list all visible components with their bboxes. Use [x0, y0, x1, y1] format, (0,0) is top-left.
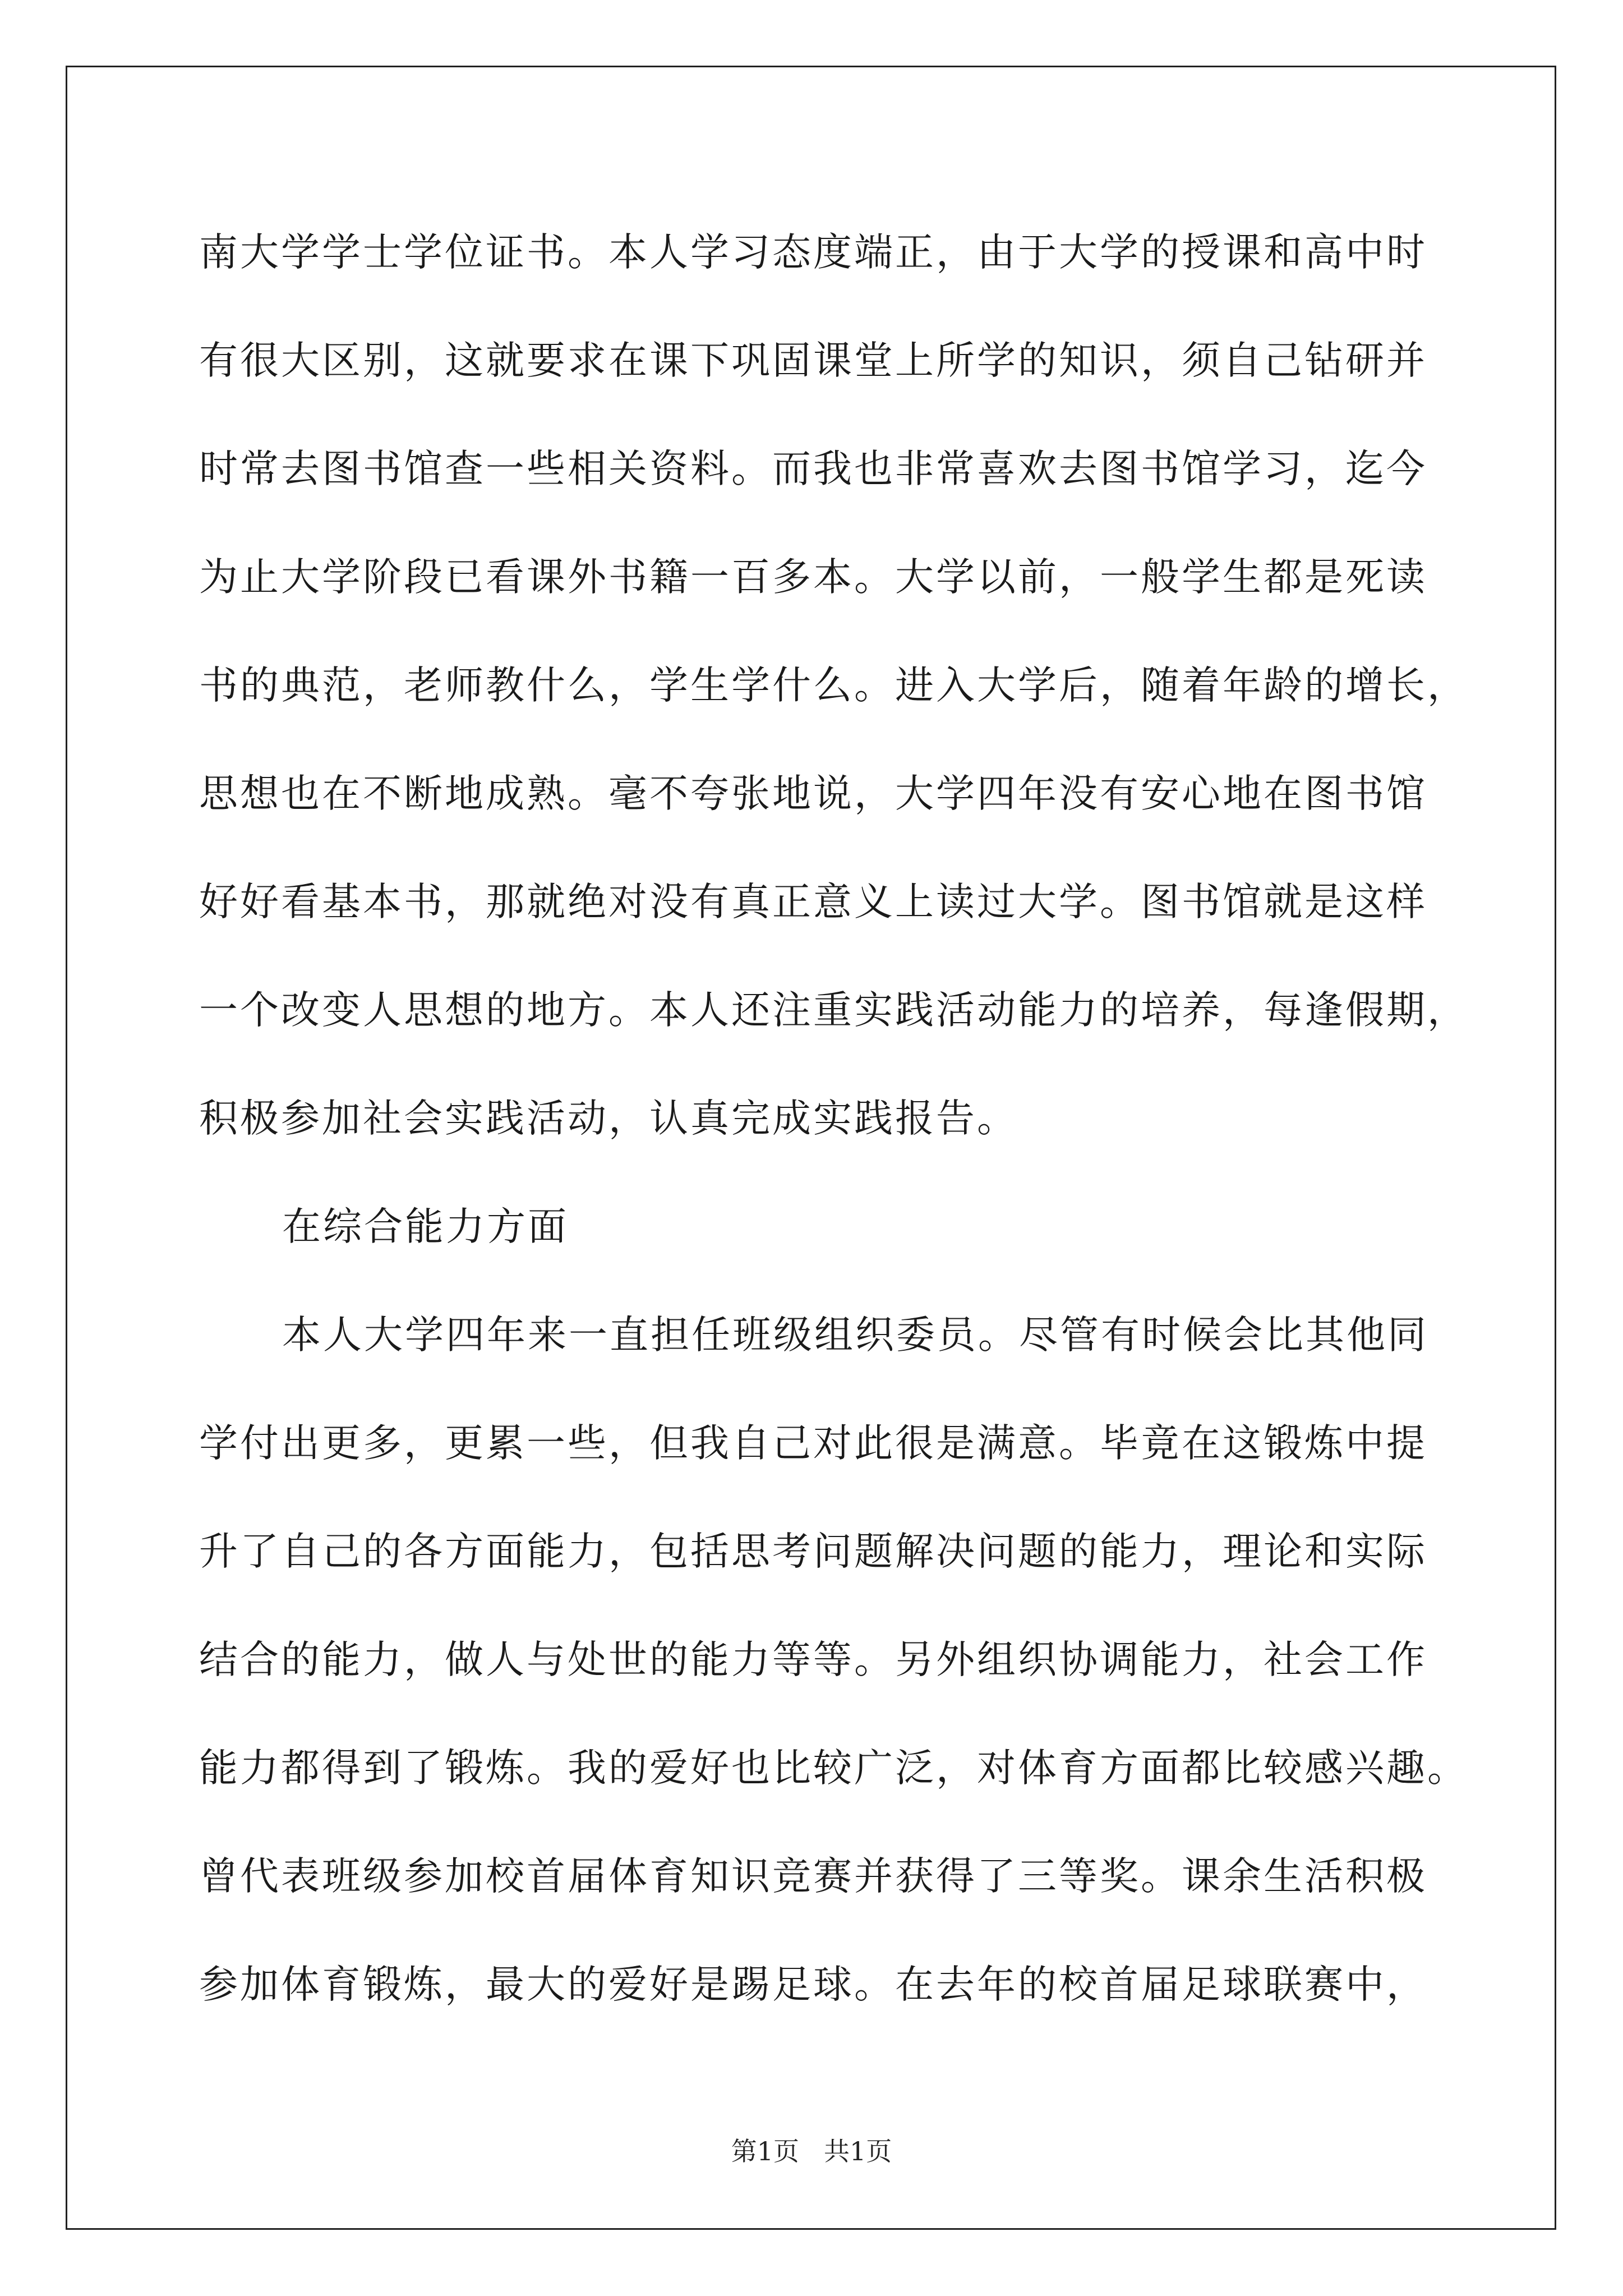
text-line: 时常去图书馆查一些相关资料。而我也非常喜欢去图书馆学习，迄今 [199, 447, 1427, 491]
page-footer [0, 2134, 1623, 2168]
text-line: 南大学学士学位证书。本人学习态度端正，由于大学的授课和高中时 [199, 230, 1427, 275]
text-line: 思想也在不断地成熟。毫不夸张地说，大学四年没有安心地在图书馆 [199, 771, 1427, 816]
page-number: 第1页 [731, 2136, 800, 2166]
page-total: 共1页 [823, 2136, 892, 2166]
text-line: 为止大学阶段已看课外书籍一百多本。大学以前，一般学生都是死读 [199, 555, 1427, 600]
text-line: 结合的能力，做人与处世的能力等等。另外组织协调能力，社会工作 [199, 1637, 1427, 1682]
text-line: 一个改变人思想的地方。本人还注重实践活动能力的培养，每逢假期， [199, 988, 1468, 1033]
text-line: 能力都得到了锻炼。我的爱好也比较广泛，对体育方面都比较感兴趣。 [199, 1746, 1468, 1791]
section-heading: 在综合能力方面 [282, 1204, 569, 1249]
footer-spacer [799, 2136, 824, 2166]
text-line: 曾代表班级参加校首届体育知识竞赛并获得了三等奖。课余生活积极 [199, 1854, 1427, 1899]
text-line: 参加体育锻炼，最大的爱好是踢足球。在去年的校首届足球联赛中， [199, 1962, 1427, 2007]
text-line: 有很大区别，这就要求在课下巩固课堂上所学的知识，须自己钻研并 [199, 338, 1427, 383]
text-line: 学付出更多，更累一些，但我自己对此很是满意。毕竟在这锻炼中提 [199, 1421, 1427, 1466]
text-line: 好好看基本书，那就绝对没有真正意义上读过大学。图书馆就是这样 [199, 880, 1427, 924]
text-line: 升了自己的各方面能力，包括思考问题解决问题的能力，理论和实际 [199, 1529, 1427, 1574]
text-line: 书的典范，老师教什么，学生学什么。进入大学后，随着年龄的增长， [199, 663, 1468, 708]
document-body [199, 222, 1468, 2062]
paragraph-start-line: 本人大学四年来一直担任班级组织委员。尽管有时候会比其他同 [282, 1313, 1428, 1358]
text-line: 积极参加社会实践活动，认真完成实践报告。 [199, 1096, 1018, 1141]
